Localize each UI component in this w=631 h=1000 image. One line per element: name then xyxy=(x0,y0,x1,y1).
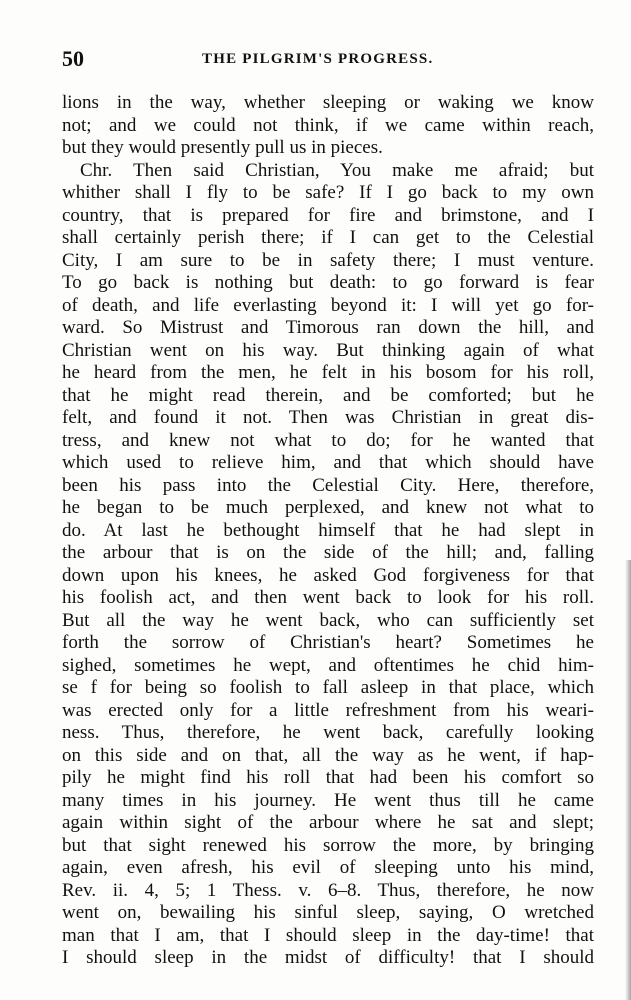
text-line: But all the way he went back, who can sufficiently set xyxy=(62,609,594,631)
text-line: sighed, sometimes he wept, and oftentimes he chid him- xyxy=(62,654,594,676)
text-line: City, I am sure to be in safety there; I must venture. xyxy=(62,249,594,271)
text-line: on this side and on that, all the way as he went, if hap- xyxy=(62,744,594,766)
text-line: ward. So Mistrust and Timorous ran down the hill, and xyxy=(62,317,594,338)
running-title: THE PILGRIM'S PROGRESS. xyxy=(202,51,434,67)
text-line: Chr. Then said Christian, You make me afraid; but xyxy=(80,159,594,181)
text-line: down upon his knees, he asked God forgiveness for that xyxy=(62,564,594,586)
text-line: whither shall I fly to be safe? If I go back to my own xyxy=(62,182,594,203)
text-line: forth the sorrow of Christian's heart? Sometimes he xyxy=(62,632,594,653)
text-line: the arbour that is on the side of the hill; and, falling xyxy=(62,542,594,563)
text-line: country, that is prepared for fire and brimstone, and I xyxy=(62,204,594,226)
text-line: Rev. ii. 4, 5; 1 Thess. v. 6–8. Thus, therefore, he now xyxy=(62,879,594,901)
text-line: pily he might find his roll that had been his comfort so xyxy=(62,767,594,788)
text-line: felt, and found it not. Then was Christian in great dis- xyxy=(62,407,594,428)
text-line: that he might read therein, and be comforted; but he xyxy=(62,384,594,406)
text-line: again, even afresh, his evil of sleeping unto his mind, xyxy=(62,857,594,878)
body-text xyxy=(62,92,594,970)
text-line: which used to relieve him, and that which should have xyxy=(62,452,594,473)
text-line: went on, bewailing his sinful sleep, saying, O wretched xyxy=(62,902,594,923)
text-line: many times in his journey. He went thus till he came xyxy=(62,789,594,811)
text-line: To go back is nothing but death: to go forward is fear xyxy=(62,272,594,293)
text-line: again within sight of the arbour where he sat and slept; xyxy=(62,812,594,833)
text-line: of death, and life everlasting beyond it: I will yet go for- xyxy=(62,294,594,316)
text-line: he heard from the men, he felt in his bosom for his roll, xyxy=(62,362,594,383)
text-line: I should sleep in the midst of difficulty! that I should xyxy=(62,947,594,968)
text-line: but they would presently pull us in pieces. xyxy=(62,137,383,158)
page-number: 50 xyxy=(62,46,84,71)
page-header xyxy=(62,46,592,76)
text-line: tress, and knew not what to do; for he wanted that xyxy=(62,429,594,451)
text-line: was erected only for a little refreshment from his weari- xyxy=(62,699,594,721)
text-line: man that I am, that I should sleep in the day-time! that xyxy=(62,924,594,946)
text-line: he began to be much perplexed, and knew not what to xyxy=(62,497,594,518)
page-edge-shadow xyxy=(625,560,631,1000)
text-line: se f for being so foolish to fall asleep in that place, which xyxy=(62,677,594,698)
text-line: not; and we could not think, if we came within reach, xyxy=(62,114,594,136)
text-line: lions in the way, whether sleeping or waking we know xyxy=(62,92,594,113)
text-line: Christian went on his way. But thinking again of what xyxy=(62,339,594,361)
text-line: do. At last he bethought himself that he had slept in xyxy=(62,519,594,541)
text-line: but that sight renewed his sorrow the more, by bringing xyxy=(62,834,594,856)
text-line: shall certainly perish there; if I can get to the Celestial xyxy=(62,227,594,248)
text-line: been his pass into the Celestial City. Here, therefore, xyxy=(62,474,594,496)
text-line: his foolish act, and then went back to look for his roll. xyxy=(62,587,594,608)
text-line: ness. Thus, therefore, he went back, carefully looking xyxy=(62,722,594,743)
